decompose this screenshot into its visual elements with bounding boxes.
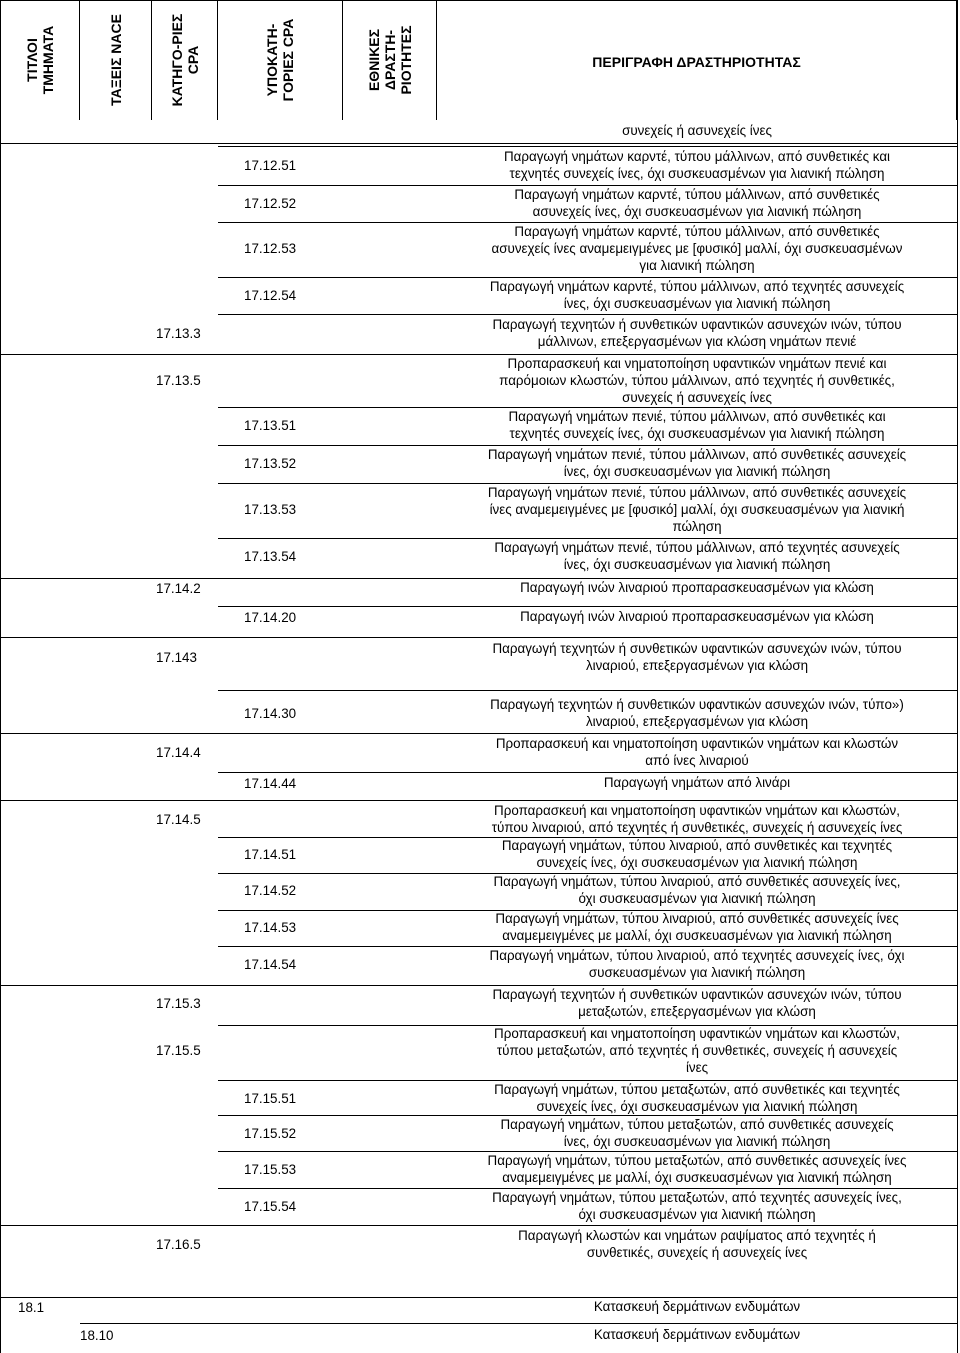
description-line: ίνες αναμεμειγμένες με [φυσικό] μαλλί, όχι συσκευασμένων για λιανική [489,502,905,517]
row-code: 17.12.53 [244,241,297,256]
row-description [437,579,957,596]
description-line: όχι συσκευασμένων για λιανική πώληση [578,891,816,906]
description-line: Παραγωγή νημάτων καρντέ, τύπου μάλλινων, από συνθετικές και [503,149,891,164]
row-description [437,1025,957,1076]
description-line: αναμεμειγμένες με μαλλί, όχι συσκευασμένων για λιανική πώληση [502,1170,892,1185]
row-code: 17.13.3 [156,326,201,341]
row-divider [0,1225,958,1226]
description-line: Παραγωγή νημάτων πενιέ, τύπου μάλλινων, από συνθετικές και [508,409,886,424]
row-code: 17.12.54 [244,288,297,303]
row-code: 17.13.51 [244,418,297,433]
row-divider [218,407,958,408]
row-divider [218,314,958,315]
description-line: Παραγωγή νημάτων, τύπου λιναριού, από τεχνητές ασυνεχείς ίνες, όχι [489,948,905,963]
description-line: συνεχείς ή ασυνεχείς ίνες [622,390,772,405]
header-col-national-label [366,25,414,94]
header-col-cpa-cat-label [169,14,201,107]
description-line: αναμεμειγμένες με μαλλί, όχι συσκευασμένων για λιανική πώληση [502,928,892,943]
header-col-nace-label [108,14,124,106]
row-description [437,696,957,730]
header-text: ΡΙΟΤΗΤΕΣ [397,25,414,95]
row-divider [218,1115,958,1116]
row-code: 18.1 [18,1300,45,1315]
row-description [437,408,957,442]
description-line: Παραγωγή νημάτων, τύπου λιναριού, από συνθετικές ασυνεχείς ίνες [495,911,899,926]
continuation-text: συνεχείς ή ασυνεχείς ίνες [622,123,772,138]
description-line: μεταξωτών, επεξεργασμένων για κλώση [578,1004,816,1019]
row-description [437,910,957,944]
description-line: από ίνες λιναριού [645,753,749,768]
row-description [437,278,957,312]
description-line: Παραγωγή νημάτων πενιέ, τύπου μάλλινων, από τεχνητές ασυνεχείς [494,540,900,555]
row-divider [0,985,958,986]
row-divider [0,578,958,579]
row-description [437,640,957,674]
row-code: 18.10 [80,1328,114,1343]
row-divider [0,143,958,144]
description-line: συνεχείς ίνες, όχι συσκευασμένων για λιανική πώληση [536,1099,858,1114]
description-line: ίνες [685,1060,709,1075]
description-line: Προπαρασκευή και νηματοποίηση υφαντικών νημάτων και κλωστών, [494,1026,900,1041]
header-col-national [343,0,437,120]
row-code: 17.15.5 [156,1043,201,1058]
row-code: 17.14.44 [244,776,297,791]
row-code: 17.13.52 [244,456,297,471]
row-code: 17.13.54 [244,549,297,564]
row-code: 17.14.20 [244,610,297,625]
description-line: Παραγωγή νημάτων καρντέ, τύπου μάλλινων, από τεχνητές ασυνεχείς [489,279,905,294]
description-line: τεχνητές συνεχείς ίνες, όχι συσκευασμένων για λιανική πώληση [509,166,885,181]
header-text: ΚΑΤΗΓΟ-ΡΙΕΣ [168,13,185,107]
header-text: ΓΟΡΙΕΣ CPA [280,18,296,102]
header-text: ΤΜΗΜΑΤΑ [39,25,56,95]
row-description [437,873,957,907]
row-description [437,223,957,274]
row-code: 17.14.2 [156,581,201,596]
description-line: συνεχείς ίνες, όχι συσκευασμένων για λιανική πώληση [536,855,858,870]
row-code: 17.15.52 [244,1126,297,1141]
row-divider [218,1151,958,1152]
row-divider [218,1188,958,1189]
header-col-titles [0,0,80,120]
row-description [437,1152,957,1186]
description-line: Παραγωγή νημάτων, τύπου λιναριού, από συνθετικές ασυνεχείς ίνες, [493,874,901,889]
row-code: 17.14.4 [156,745,201,760]
row-code: 17.14.5 [156,812,201,827]
description-line: Παραγωγή νημάτων από λινάρι [603,775,791,790]
row-divider [218,873,958,874]
row-divider [218,772,958,773]
description-line: Παραγωγή νημάτων, τύπου λιναριού, από συνθετικές και τεχνητές [501,838,893,853]
description-line: Παραγωγή νημάτων, τύπου μεταξωτών, από τεχνητές ασυνεχείς ίνες, [492,1190,902,1205]
row-description [437,539,957,573]
row-code: 17.14.53 [244,920,297,935]
row-description [437,986,957,1020]
row-divider [0,354,958,355]
row-divider [218,222,958,223]
row-description [437,186,957,220]
row-divider [218,946,958,947]
row-code: 17.14.52 [244,883,297,898]
description-line: πώληση [672,519,722,534]
description-line: ασυνεχείς ίνες, όχι συσκευασμένων για λιανική πώληση [532,204,862,219]
row-description [437,774,957,791]
row-description [437,1081,957,1115]
row-description [437,316,957,350]
header-text: ΥΠΟΚΑΤΗ- [264,23,280,97]
description-line: Παραγωγή τεχνητών ή συνθετικών υφαντικών ασυνεχών ινών, τύπου [492,641,902,656]
row-divider [0,800,958,801]
row-divider [218,538,958,539]
description-line: για λιανική πώληση [639,258,755,273]
description-line: παρόμοιων κλωστών, τύπου μάλλινων, από τεχνητές ή συνθετικές, [499,373,895,388]
row-code: 17.14.54 [244,957,297,972]
description-line: τύπου μεταξωτών, από τεχνητές ή συνθετικές, συνεχείς ή ασυνεχείς [496,1043,898,1058]
header-text: ΤΑΞΕΙΣ NACE [107,14,124,106]
header-col-cpa-sub-label [264,19,296,102]
row-code: 17.15.54 [244,1199,297,1214]
row-divider [218,146,958,147]
row-code: 17.15.51 [244,1091,297,1106]
row-description [437,1227,957,1261]
description-line: Παραγωγή νημάτων, τύπου μεταξωτών, από συνθετικές και τεχνητές [494,1082,900,1097]
description-line: τεχνητές συνεχείς ίνες, όχι συσκευασμένων για λιανική πώληση [509,426,885,441]
row-description [437,1116,957,1150]
row-description [437,608,957,625]
row-divider [218,483,958,484]
header-col-nace [80,0,152,120]
header-text: ΔΡΑΣΤΗ- [381,29,398,91]
description-line: Προπαρασκευή και νηματοποίηση υφαντικών νημάτων και κλωστών [495,736,899,751]
row-divider [218,1025,958,1026]
row-description [437,1298,957,1315]
description-line: ίνες, όχι συσκευασμένων για λιανική πώληση [563,1134,831,1149]
description-line: Παραγωγή τεχνητών ή συνθετικών υφαντικών ασυνεχών ινών, τύπο») [490,697,904,712]
description-line: Παραγωγή κλωστών και νημάτων ραψίματος από τεχνητές ή [518,1228,876,1243]
table-right-border [957,0,958,1353]
row-code: 17.14.30 [244,706,297,721]
header-description-label: ΠΕΡΙΓΡΑΦΗ ΔΡΑΣΤΗΡΙΟΤΗΤΑΣ [592,54,801,70]
row-divider [0,1297,958,1298]
header-col-cpa-cat [152,0,218,120]
description-line: Παραγωγή νημάτων πενιέ, τύπου μάλλινων, από συνθετικές ασυνεχείς [487,447,907,462]
row-code: 17.15.3 [156,996,201,1011]
description-line: συσκευασμένων για λιανική πώληση [588,965,806,980]
description-line: Παραγωγή τεχνητών ή συνθετικών υφαντικών ασυνεχών ινών, τύπου [492,317,902,332]
row-divider [218,445,958,446]
description-line: τύπου λιναριού, από τεχνητές ή συνθετικές, συνεχείς ή ασυνεχείς ίνες [491,820,903,835]
row-code: 17.14.51 [244,847,297,862]
description-line: ασυνεχείς ίνες αναμεμειγμένες με [φυσικό] μαλλί, όχι συσκευασμένων [491,241,903,256]
description-line: Προπαρασκευή και νηματοποίηση υφαντικών νημάτων πενιέ και [507,356,887,371]
row-description [437,837,957,871]
row-description [437,446,957,480]
row-description [437,355,957,406]
header-col-titles-label [24,26,56,95]
table-left-border [0,120,1,1353]
description-line: Παραγωγή νημάτων, τύπου μεταξωτών, από συνθετικές ασυνεχείς ίνες [487,1153,907,1168]
header-col-cpa-sub [218,0,343,120]
row-divider [218,910,958,911]
row-description [437,1326,957,1343]
row-divider [218,837,958,838]
description-line: λιναριού, επεξεργασμένων για κλώση [585,658,809,673]
row-code: 17.12.52 [244,196,297,211]
description-line: Κατασκευή δερμάτινων ενδυμάτων [593,1327,801,1342]
row-divider [218,1080,958,1081]
header-text: CPA [184,45,201,75]
row-divider [218,690,958,691]
row-description [437,802,957,836]
description-line: Παραγωγή ινών λιναριού προπαρασκευασμένων για κλώση [520,609,874,624]
row-divider [0,637,958,638]
header-text: ΤΙΤΛΟΙ [23,38,40,82]
description-line: Παραγωγή νημάτων καρντέ, τύπου μάλλινων, από συνθετικές [514,187,880,202]
description-line: Παραγωγή νημάτων πενιέ, τύπου μάλλινων, από συνθετικές ασυνεχείς [487,485,907,500]
header-text: ΕΘΝΙΚΕΣ [365,28,382,92]
row-description [437,148,957,182]
description-line: Παραγωγή ινών λιναριού προπαρασκευασμένων για κλώση [520,580,874,595]
row-code: 17.16.5 [156,1237,201,1252]
description-line: ίνες, όχι συσκευασμένων για λιανική πώληση [563,464,831,479]
row-divider [0,733,958,734]
description-line: λιναριού, επεξεργασμένων για κλώση [585,714,809,729]
row-description [437,947,957,981]
row-code: 17.13.5 [156,373,201,388]
description-line: όχι συσκευασμένων για λιανική πώληση [578,1207,816,1222]
description-line: ίνες, όχι συσκευασμένων για λιανική πώληση [563,296,831,311]
row-divider [80,1323,958,1324]
description-line: μάλλινων, επεξεργασμένων για κλώση νημάτων πενιέ [537,334,857,349]
description-line: Παραγωγή νημάτων καρντέ, τύπου μάλλινων, από συνθετικές [514,224,880,239]
row-code: 17.15.53 [244,1162,297,1177]
row-description [437,1189,957,1223]
header-col-description [437,0,957,120]
row-divider [218,185,958,186]
description-line: συνθετικές, συνεχείς ή ασυνεχείς ίνες [586,1245,808,1260]
row-description [437,735,957,769]
description-line: ίνες, όχι συσκευασμένων για λιανική πώληση [563,557,831,572]
row-description [437,484,957,535]
row-divider [218,606,958,607]
description-line: Παραγωγή τεχνητών ή συνθετικών υφαντικών ασυνεχών ινών, τύπου [492,987,902,1002]
row-code: 17.143 [156,650,197,665]
row-code: 17.12.51 [244,158,297,173]
description-line: Παραγωγή νημάτων, τύπου μεταξωτών, από συνθετικές ασυνεχείς [500,1117,894,1132]
description-line: Προπαρασκευή και νηματοποίηση υφαντικών νημάτων και κλωστών, [494,803,900,818]
row-code: 17.13.53 [244,502,297,517]
description-line: Κατασκευή δερμάτινων ενδυμάτων [593,1299,801,1314]
row-divider [218,277,958,278]
